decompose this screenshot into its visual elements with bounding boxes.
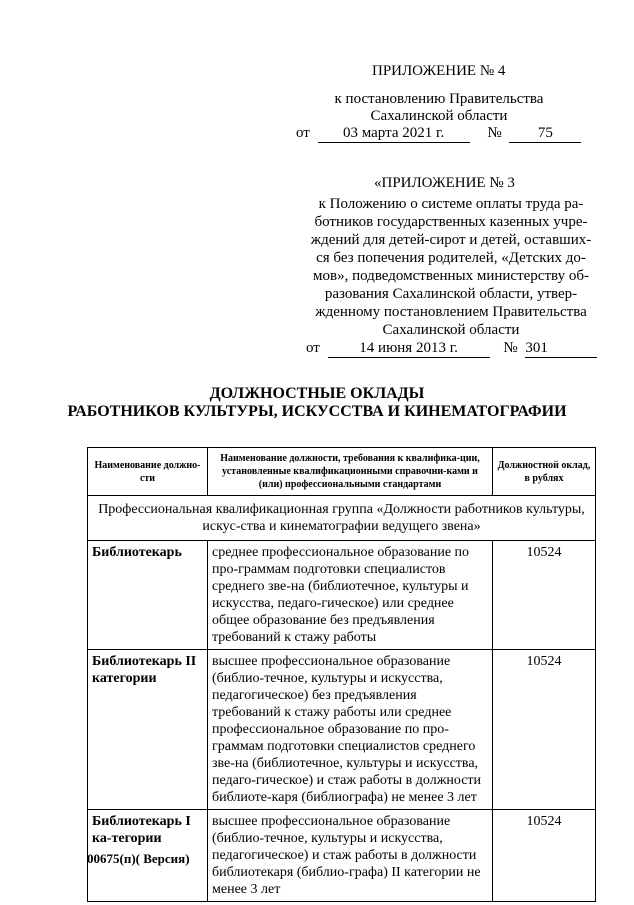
appendix-date: 03 марта 2021 г. [318, 124, 470, 143]
appendix-title: ПРИЛОЖЕНИЕ № 4 [372, 63, 506, 79]
header-requirements: Наименование должности, требования к квалифика-ции, установленные квалификационными справочни-ками и (или) профессиональными стандартами [208, 448, 493, 496]
ref-num-label: № [503, 340, 518, 356]
row-salary: 10524 [493, 810, 596, 902]
ref-from-label: от [306, 340, 320, 356]
header-salary: Должностной оклад, в рублях [493, 448, 596, 496]
row-requirements: высшее профессиональное образование (библио-течное, культуры и искусства, педагогическое) без предъявления требований к стажу работы или среднее профессиональное образование по про-граммам подготовки специалистов среднего зве-на (библиотечное, культуры и искусства, педаго-гическое) и стаж работы в должности библиоте-каря (библиографа) не менее 3 лет [208, 650, 493, 810]
appendix-num-label: № [487, 125, 502, 141]
row-position-name: Библиотекарь II категории [88, 650, 208, 810]
heading-line2: РАБОТНИКОВ КУЛЬТУРЫ, ИСКУССТВА И КИНЕМАТОГРАФИИ [67, 403, 567, 420]
ref-date: 14 июня 2013 г. [328, 339, 490, 358]
table-row [88, 541, 596, 650]
ref-line: к Положению о системе оплаты труда ра- [318, 196, 584, 212]
row-salary: 10524 [493, 541, 596, 650]
appendix-from-label: от [296, 125, 310, 141]
header-position-name: Наименование должно-сти [88, 448, 208, 496]
ref-text [306, 195, 596, 339]
document-code: 00675(п)( Версия) [87, 851, 190, 866]
row-salary: 10524 [493, 650, 596, 810]
ref-line: ждений для детей-сирот и детей, оставших- [310, 232, 592, 248]
row-position-name: Библиотекарь I ка-тегории [88, 810, 208, 902]
table-header-row [88, 448, 596, 496]
ref-title: «ПРИЛОЖЕНИЕ № 3 [374, 175, 515, 191]
row-requirements: высшее профессиональное образование (библио-течное, культуры и искусства, педагогическое) и стаж работы в должности библиотекаря (библио-графа) II категории не менее 3 лет [208, 810, 493, 902]
row-position-name: Библиотекарь [88, 541, 208, 650]
heading-line1: ДОЛЖНОСТНЫЕ ОКЛАДЫ [209, 385, 425, 402]
table-row [88, 650, 596, 810]
ref-number: 301 [525, 339, 597, 358]
appendix-number: 75 [509, 124, 581, 143]
ref-line: Сахалинской области [382, 322, 520, 338]
qualification-group: Профессиональная квалификационная группа «Должности работников культуры, искус-ства и кинематографии ведущего звена» [88, 496, 596, 541]
ref-line: ботников государственных казенных учре- [314, 214, 588, 230]
appendix-date-line [296, 124, 581, 143]
ref-date-line [306, 339, 597, 358]
table-group-row [88, 496, 596, 541]
appendix-line1: к постановлению Правительства [334, 91, 544, 107]
salary-table [87, 447, 596, 902]
ref-line: разования Сахалинской области, утвер- [324, 286, 578, 302]
ref-line: жденному постановлением Правительства [315, 304, 587, 320]
ref-line: мов», подведомственных министерству об- [313, 268, 589, 284]
appendix-line2: Сахалинской области [370, 108, 508, 124]
row-requirements: среднее профессиональное образование по про-граммам подготовки специалистов среднего зве-на (библиотечное, культуры и искусства, педаго-гическое) или среднее общее образование без предъявления требований к стажу работы [208, 541, 493, 650]
ref-line: ся без попечения родителей, «Детских до- [316, 250, 586, 266]
